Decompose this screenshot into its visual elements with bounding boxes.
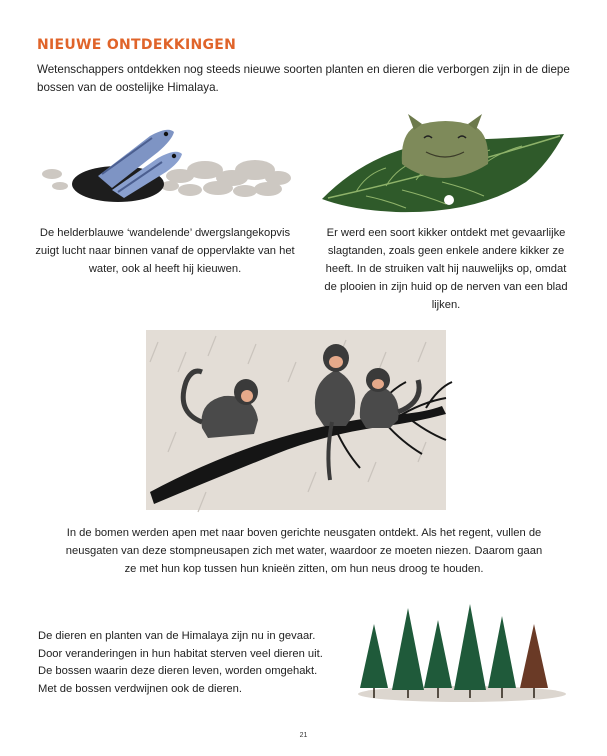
snakehead-fish-illustration bbox=[40, 118, 295, 213]
page-title: NIEUWE ONTDEKKINGEN bbox=[37, 37, 237, 53]
caption-fish: De helderblauwe ‘wandelende’ dwergslangekopvis zuigt lucht naar binnen vanaf de oppervlakte van het water, ook al heeft hij kieuwen. bbox=[35, 227, 295, 275]
forest-trees-illustration bbox=[352, 594, 572, 706]
intro-paragraph: Wetenschappers ontdekken nog steeds nieuwe soorten planten en dieren die verborgen zijn in de diepe bossen van de oostelijke Himalaya. bbox=[37, 63, 570, 94]
snub-nosed-monkeys-on-branch-illustration bbox=[146, 322, 458, 516]
page-number: 21 bbox=[299, 732, 308, 739]
caption-monkeys: In de bomen werden apen met naar boven gerichte neusgaten ontdekt. Als het regent, vullen de neusgaten van deze stompneusapen zich met water, waardoor ze moeten niezen. Daarom gaan ze met hun kop tussen hun knieën zitten, om hun neus droog te houden. bbox=[65, 527, 543, 575]
frog-on-leaf-illustration bbox=[316, 104, 578, 219]
caption-frog: Er werd een soort kikker ontdekt met gevaarlijke slagtanden, zoals geen enkele andere kikker ze heeft. In de struiken valt hij nauwelijks op, omdat de plooien in zijn huid op de nerven van een blad lijken. bbox=[324, 227, 568, 311]
caption-habitat: De dieren en planten van de Himalaya zijn nu in gevaar. Door veranderingen in hun habitat sterven veel dieren uit. De bossen waarin deze dieren leven, worden omgehakt. Met de bossen verdwijnen ook de dieren. bbox=[38, 630, 323, 695]
